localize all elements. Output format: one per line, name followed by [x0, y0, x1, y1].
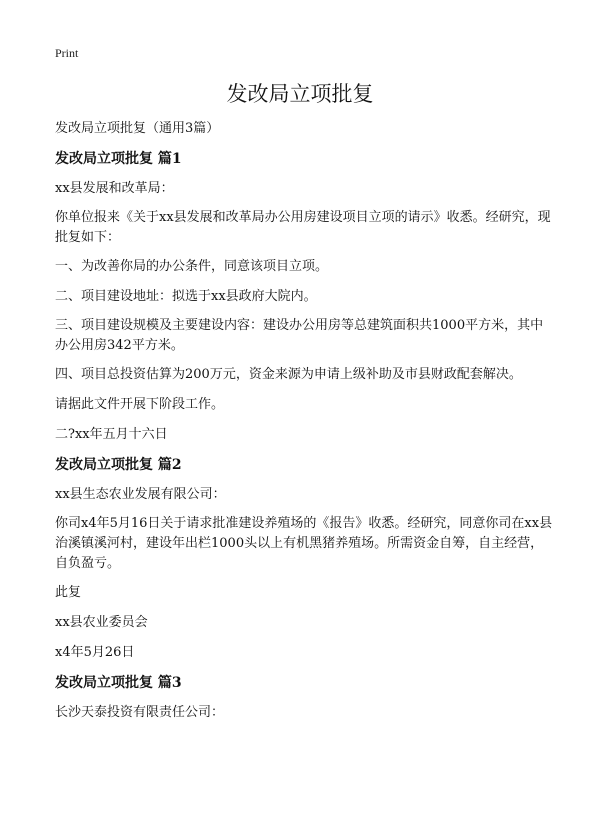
item-2: 二、项目建设地址：拟选于xx县政府大院内。	[55, 289, 317, 304]
document-body	[55, 118, 555, 732]
item-4: 四、项目总投资估算为200万元，资金来源为申请上级补助及市县财政配套解决。	[55, 367, 522, 382]
intro-line: 发改局立项批复（通用3篇）	[55, 121, 220, 136]
print-label: Print	[55, 46, 79, 60]
closing-2: 此复	[55, 585, 82, 600]
section-heading-1: 发改局立项批复 篇1	[55, 151, 182, 167]
date-1: 二?xx年五月十六日	[55, 427, 168, 442]
addressee-3: 长沙天泰投资有限责任公司：	[55, 705, 225, 720]
section-heading-2: 发改局立项批复 篇2	[55, 457, 182, 473]
section-heading-3: 发改局立项批复 篇3	[55, 675, 182, 691]
item-1: 一、为改善你局的办公条件，同意该项目立项。	[55, 259, 329, 274]
date-2: x4年5月26日	[55, 645, 135, 660]
signer-2: xx县农业委员会	[55, 615, 148, 630]
paragraph-2: 你司x4年5月16日关于请求批准建设养殖场的《报告》收悉。经研究，同意你司在xx县治溪镇溪河村，建设年出栏1000头以上有机黑猪养殖场。所需资金自筹，自主经营，自负盈亏。	[55, 516, 553, 571]
closing-1: 请据此文件开展下阶段工作。	[55, 397, 225, 412]
addressee-1: xx县发展和改革局：	[55, 181, 174, 196]
addressee-2: xx县生态农业发展有限公司：	[55, 487, 226, 502]
page-title: 发改局立项批复	[226, 82, 374, 106]
paragraph-1: 你单位报来《关于xx县发展和改革局办公用房建设项目立项的请示》收悉。经研究，现批复如下：	[55, 210, 551, 245]
item-3: 三、项目建设规模及主要建设内容：建设办公用房等总建筑面积共1000平方米，其中办公用房342平方米。	[55, 318, 544, 353]
